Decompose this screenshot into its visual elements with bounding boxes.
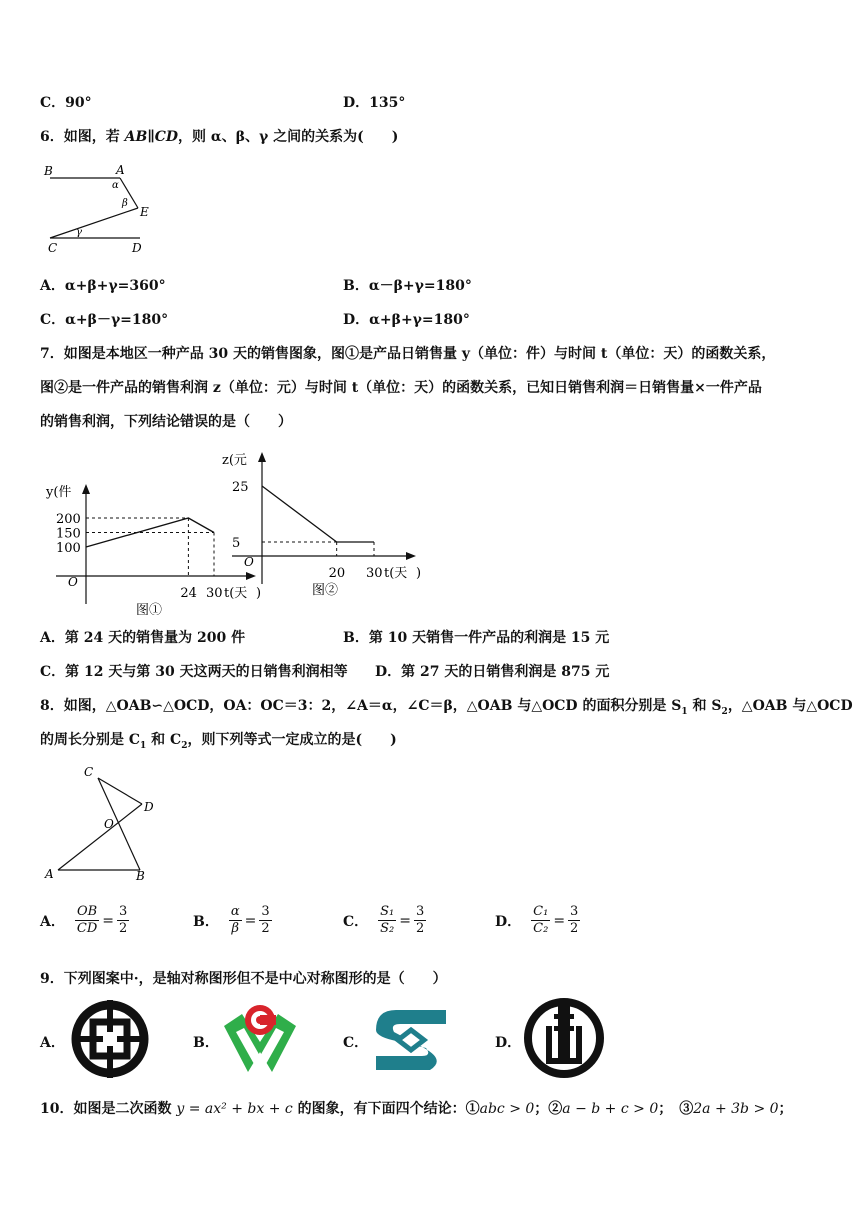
q10-stem — [40, 1098, 793, 1118]
q8-option-a-den: CD — [76, 921, 98, 936]
q8-option-d-den: C₂ — [533, 921, 549, 936]
chart1-ytick-1: 150 — [56, 526, 81, 542]
q8-line1-sub1: 1 — [681, 706, 688, 717]
q8-option-d-rhs — [568, 904, 580, 937]
q10-stem-a: 10．如图是二次函数 — [40, 1101, 177, 1117]
q8-line2-b: 和 C — [146, 732, 182, 748]
q8-label-d: D — [144, 800, 154, 814]
q8-option-a-label: A． — [40, 913, 65, 930]
q8-option-d-label: D． — [495, 913, 522, 930]
q7-line-1: 7．如图是本地区一种产品 30 天的销售图象，图①是产品日销售量 y（单位：件）与时间 t（单位：天）的函数关系， — [40, 346, 776, 362]
q6-label-c: C — [48, 241, 58, 255]
q6-label-d: D — [132, 241, 142, 255]
q8-option-b-label: B． — [193, 913, 219, 930]
q6-label-b: B — [44, 164, 53, 178]
q8-option-b-num: α — [230, 904, 240, 919]
q9-logo-c-icon — [370, 1004, 452, 1074]
q8-label-a: A — [45, 867, 54, 881]
q8-option-a-rnum: 3 — [118, 904, 128, 919]
chart2-ytick-1: 5 — [232, 536, 241, 551]
q8-option-b-lhs — [229, 904, 242, 937]
q8-line-2 — [40, 729, 397, 751]
chart2-origin: O — [244, 555, 254, 569]
q6-figure — [40, 158, 170, 258]
chart1-x-label: t(天 — [224, 586, 248, 601]
q6-option-b: B．α－β+γ=180° — [343, 278, 472, 294]
q9-stem: 9．下列图案中·，是轴对称图形但不是中心对称图形的是（ ） — [40, 971, 447, 987]
chart1-x-label-close: ) — [256, 586, 262, 601]
q10-stem-e: ； — [778, 1101, 793, 1117]
q8-option-c — [343, 904, 426, 937]
q6-stem-ab: AB — [124, 129, 148, 145]
q8-option-b — [193, 904, 272, 937]
chart2-y-label: z(元 — [222, 453, 247, 468]
q8-option-b-den: β — [231, 921, 239, 936]
q9-logo-b-icon — [220, 998, 300, 1076]
q8-option-c-rhs — [414, 904, 426, 937]
q8-option-a — [40, 904, 129, 937]
q8-option-a-eq: = — [102, 912, 114, 929]
q9-option-d-label: D． — [495, 1035, 522, 1051]
q6-label-a: A — [116, 163, 125, 177]
chart1-xtick-0: 24 — [180, 586, 197, 601]
chart2-xtick-0: 20 — [328, 566, 346, 581]
q6-label-e: E — [140, 205, 149, 219]
q6-stem-parallel: ∥ — [147, 129, 155, 145]
q8-option-a-rden: 2 — [118, 921, 128, 936]
q7-option-c: C．第 12 天与第 30 天这两天的日销售利润相等 — [40, 664, 348, 680]
chart2-y-arrow — [258, 452, 266, 462]
chart1-ytick-0: 200 — [56, 512, 81, 527]
q9-option-b-label: B． — [193, 1035, 219, 1051]
q7-option-b: B．第 10 天销售一件产品的利润是 15 元 — [343, 630, 610, 646]
q8-line2-c: ，则下列等式一定成立的是( ) — [187, 732, 397, 748]
chart1-ytick-2: 100 — [56, 541, 81, 556]
q8-option-c-num: S₁ — [380, 904, 395, 919]
chart1-y-arrow — [82, 484, 90, 494]
chart1-origin: O — [68, 575, 78, 589]
chart1-y-label: y(件 — [46, 485, 72, 500]
q10-formula: y = ax² + bx + c — [176, 1101, 293, 1117]
q8-line1-sub2: 2 — [721, 706, 728, 717]
q8-line-1 — [40, 695, 853, 717]
q9-option-a-label: A． — [40, 1035, 65, 1051]
q10-stem-c: ；② — [534, 1101, 563, 1117]
chart2-xtick-1: 30 — [366, 566, 383, 581]
q6-label-alpha: α — [112, 180, 119, 191]
q8-option-c-label: C． — [343, 913, 369, 930]
q6-option-a: A．α+β+γ=360° — [40, 278, 166, 294]
q8-option-a-lhs — [75, 904, 99, 937]
chart2-x-arrow — [406, 552, 416, 560]
q7-line-2: 图②是一件产品的销售利润 z（单位：元）与时间 t（单位：天）的函数关系，已知日销售利润＝日销售量×一件产品 — [40, 380, 762, 396]
q8-option-b-rnum: 3 — [261, 904, 270, 919]
q6-option-c: C．α+β－γ=180° — [40, 312, 169, 328]
q7-charts — [40, 440, 440, 615]
q8-line1-c: ，△OAB 与△OCD — [727, 698, 853, 714]
chart1-xtick-1: 30 — [206, 586, 223, 601]
q8-label-c: C — [84, 765, 94, 779]
chart2-series-line — [262, 486, 374, 542]
q7-option-d: D．第 27 天的日销售利润是 875 元 — [375, 664, 610, 680]
q8-line1-b: 和 S — [687, 698, 722, 714]
q6-option-d: D．α+β+γ=180° — [343, 312, 470, 328]
q8-line2-sub1: 1 — [140, 740, 147, 751]
q8-figure — [40, 762, 170, 884]
q8-option-a-num: OB — [75, 904, 99, 921]
chart-1 — [45, 484, 261, 615]
q8-label-o: O — [104, 817, 114, 831]
q6-stem-cd: CD — [154, 129, 179, 145]
chart2-x-label: t(天 — [384, 566, 408, 581]
q8-option-c-eq: = — [399, 912, 412, 929]
q10-f3: 2a + 3b > 0 — [693, 1101, 779, 1117]
q6-stem-pre: 6．如图，若 — [40, 129, 125, 145]
q8-option-b-rhs — [259, 904, 271, 937]
q8-line1-a: 8．如图，△OAB∽△OCD，OA：OC＝3：2，∠A＝α，∠C＝β，△OAB 与△OCD 的面积分别是 S — [40, 698, 682, 714]
chart2-x-label-close: ) — [416, 566, 422, 581]
q8-label-b: B — [136, 869, 145, 883]
chart1-x-arrow — [246, 572, 256, 580]
q8-option-c-rden: 2 — [416, 921, 425, 936]
q8-option-d-eq: = — [553, 912, 566, 929]
q8-option-d-num: C₁ — [533, 904, 549, 919]
q8-option-b-rden: 2 — [261, 921, 270, 936]
q7-option-a: A．第 24 天的销售量为 200 件 — [40, 630, 246, 646]
chart2-caption: 图② — [312, 583, 339, 598]
q10-f1: abc > 0 — [479, 1101, 535, 1117]
q6-label-gamma: γ — [76, 227, 82, 238]
q8-option-c-rnum: 3 — [416, 904, 425, 919]
q8-option-d-rden: 2 — [570, 921, 579, 936]
q10-f2: a − b + c > 0 — [562, 1101, 659, 1117]
option-c-prev: C．90° — [40, 95, 92, 111]
option-d-prev: D．135° — [343, 95, 406, 111]
q8-option-a-rhs — [117, 904, 129, 937]
q8-line2-sub2: 2 — [181, 740, 188, 751]
q9-logo-d-icon — [520, 996, 608, 1080]
chart2-ytick-0: 25 — [232, 480, 249, 495]
q8-option-d-lhs — [531, 904, 550, 937]
q8-line2-a: 的周长分别是 C — [40, 732, 141, 748]
q6-stem — [40, 126, 398, 146]
q8-option-c-den: S₂ — [380, 921, 395, 936]
q9-option-c-label: C． — [343, 1035, 369, 1051]
q8-option-c-lhs — [378, 904, 396, 937]
q6-label-beta: β — [122, 198, 128, 209]
q6-stem-post: ，则 α、β、γ 之间的关系为( ) — [178, 129, 399, 145]
q10-stem-b: 的图象，有下面四个结论：① — [292, 1101, 480, 1117]
q8-option-b-eq: = — [244, 912, 257, 929]
q10-stem-d: ； ③ — [658, 1101, 694, 1117]
q8-option-d — [495, 904, 580, 937]
chart1-caption: 图① — [136, 603, 163, 615]
q7-line-3: 的销售利润，下列结论错误的是（ ） — [40, 414, 292, 430]
q8-option-d-rnum: 3 — [570, 904, 579, 919]
q9-logo-a-icon — [66, 998, 154, 1080]
